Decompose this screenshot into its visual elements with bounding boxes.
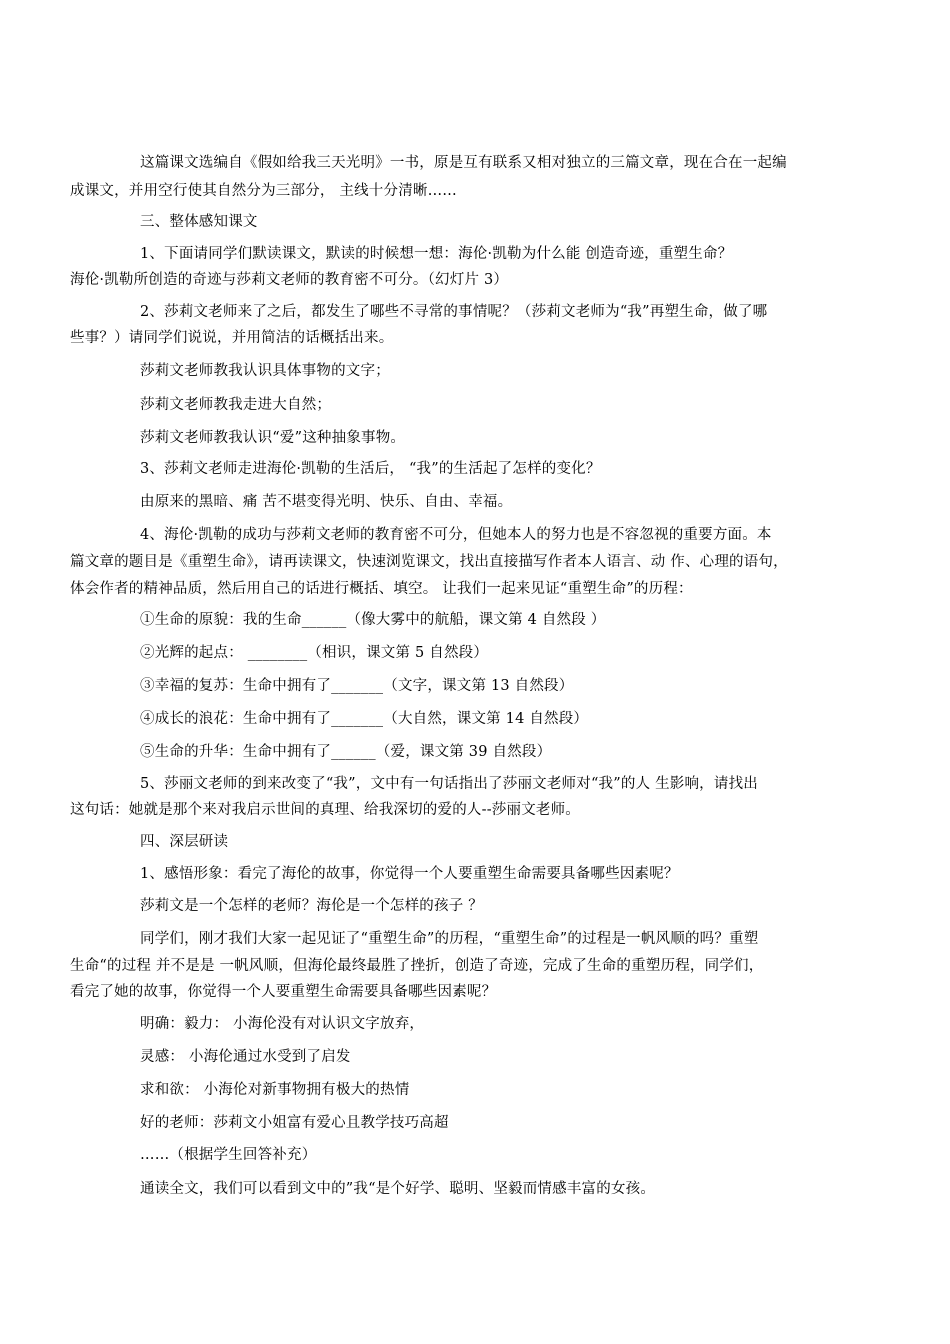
paragraph-line: 海伦·凯勒所创造的奇迹与莎莉文老师的教育密不可分。（幻灯片 3） <box>70 272 509 288</box>
list-item: ①生命的原貌：我的生命______（像大雾中的航船，课文第 4 自然段 ） <box>140 612 606 628</box>
paragraph-line: 莎莉文老师教我认识具体事物的文字； <box>140 363 390 379</box>
section-heading: 三、整体感知课文 <box>140 214 258 230</box>
paragraph-line: 莎莉文是一个怎样的老师？海伦是一个怎样的孩子 ？ <box>140 898 483 914</box>
list-item: ③幸福的复苏：生命中拥有了_______（文字，课文第 13 自然段） <box>140 678 574 694</box>
paragraph-line: 通读全文，我们可以看到文中的”我“是个好学、聪明、坚毅而情感丰富的女孩。 <box>140 1181 656 1197</box>
list-item: ⑤生命的升华：生命中拥有了______（爱，课文第 39 自然段） <box>140 744 552 760</box>
paragraph-line: 5、莎丽文老师的到来改变了“我”，文中有一句话指出了莎丽文老师对“我”的人 生影响，请找出 <box>140 776 758 792</box>
list-item: 明确：毅力： 小海伦没有对认识文字放弃， <box>140 1016 425 1032</box>
paragraph-line: 1、下面请同学们默读课文，默读的时候想一想：海伦·凯勒为什么能 创造奇迹，重塑生命？ <box>140 246 733 262</box>
paragraph-line: 莎莉文老师教我走进大自然； <box>140 397 332 413</box>
paragraph-line: 3、莎莉文老师走进海伦·凯勒的生活后， “我”的生活起了怎样的变化？ <box>140 461 601 477</box>
paragraph-line: 生命“的过程 并不是是 一帆风顺，但海伦最终最胜了挫折，创造了奇迹，完成了生命的重塑历程，同学们， <box>70 958 764 974</box>
paragraph-line: 篇文章的题目是《重塑生命》，请再读课文，快速浏览课文，找出直接描写作者本人语言、动 作、心理的语句， <box>70 554 788 570</box>
paragraph-line: 这句话：她就是那个来对我启示世间的真理、给我深切的爱的人--莎丽文老师。 <box>70 802 580 818</box>
paragraph-line: 同学们，刚才我们大家一起见证了“重塑生命”的历程，“重塑生命”的过程是一帆风顺的吗？重塑 <box>140 931 759 947</box>
paragraph-line: 1、感悟形象：看完了海伦的故事，你觉得一个人要重塑生命需要具备哪些因素呢？ <box>140 866 679 882</box>
paragraph-line: 体会作者的精神品质，然后用自己的话进行概括、填空。 让我们一起来见证“重塑生命”的历程： <box>70 581 693 597</box>
paragraph-line: 些事？）请同学们说说，并用简洁的话概括出来。 <box>70 330 394 346</box>
paragraph-line: 4、海伦·凯勒的成功与莎莉文老师的教育密不可分，但她本人的努力也是不容忽视的重要方面。本 <box>140 527 772 543</box>
paragraph-line: 这篇课文选编自《假如给我三天光明》一书，原是互有联系又相对独立的三篇文章，现在合在一起编 <box>140 155 787 171</box>
list-item: ④成长的浪花：生命中拥有了_______（大自然，课文第 14 自然段） <box>140 711 589 727</box>
list-item: ……（根据学生回答补充） <box>140 1147 317 1163</box>
list-item: 求和欲： 小海伦对新事物拥有极大的热情 <box>140 1082 410 1098</box>
paragraph-line: 看完了她的故事，你觉得一个人要重塑生命需要具备哪些因素呢？ <box>70 984 497 1000</box>
list-item: ②光辉的起点： ________（相识，课文第 5 自然段） <box>140 645 489 661</box>
paragraph-line: 莎莉文老师教我认识“爱”这种抽象事物。 <box>140 430 406 446</box>
paragraph-line: 成课文，并用空行使其自然分为三部分， 主线十分清晰…… <box>70 183 458 199</box>
paragraph-line: 由原来的黑暗、痛 苦不堪变得光明、快乐、自由、幸福。 <box>140 494 513 510</box>
list-item: 灵感： 小海伦通过水受到了启发 <box>140 1049 351 1065</box>
list-item: 好的老师：莎莉文小姐富有爱心且教学技巧高超 <box>140 1115 449 1131</box>
paragraph-line: 2、莎莉文老师来了之后，都发生了哪些不寻常的事情呢？（莎莉文老师为“我”再塑生命，做了哪 <box>140 304 768 320</box>
section-heading: 四、深层研读 <box>140 834 229 850</box>
